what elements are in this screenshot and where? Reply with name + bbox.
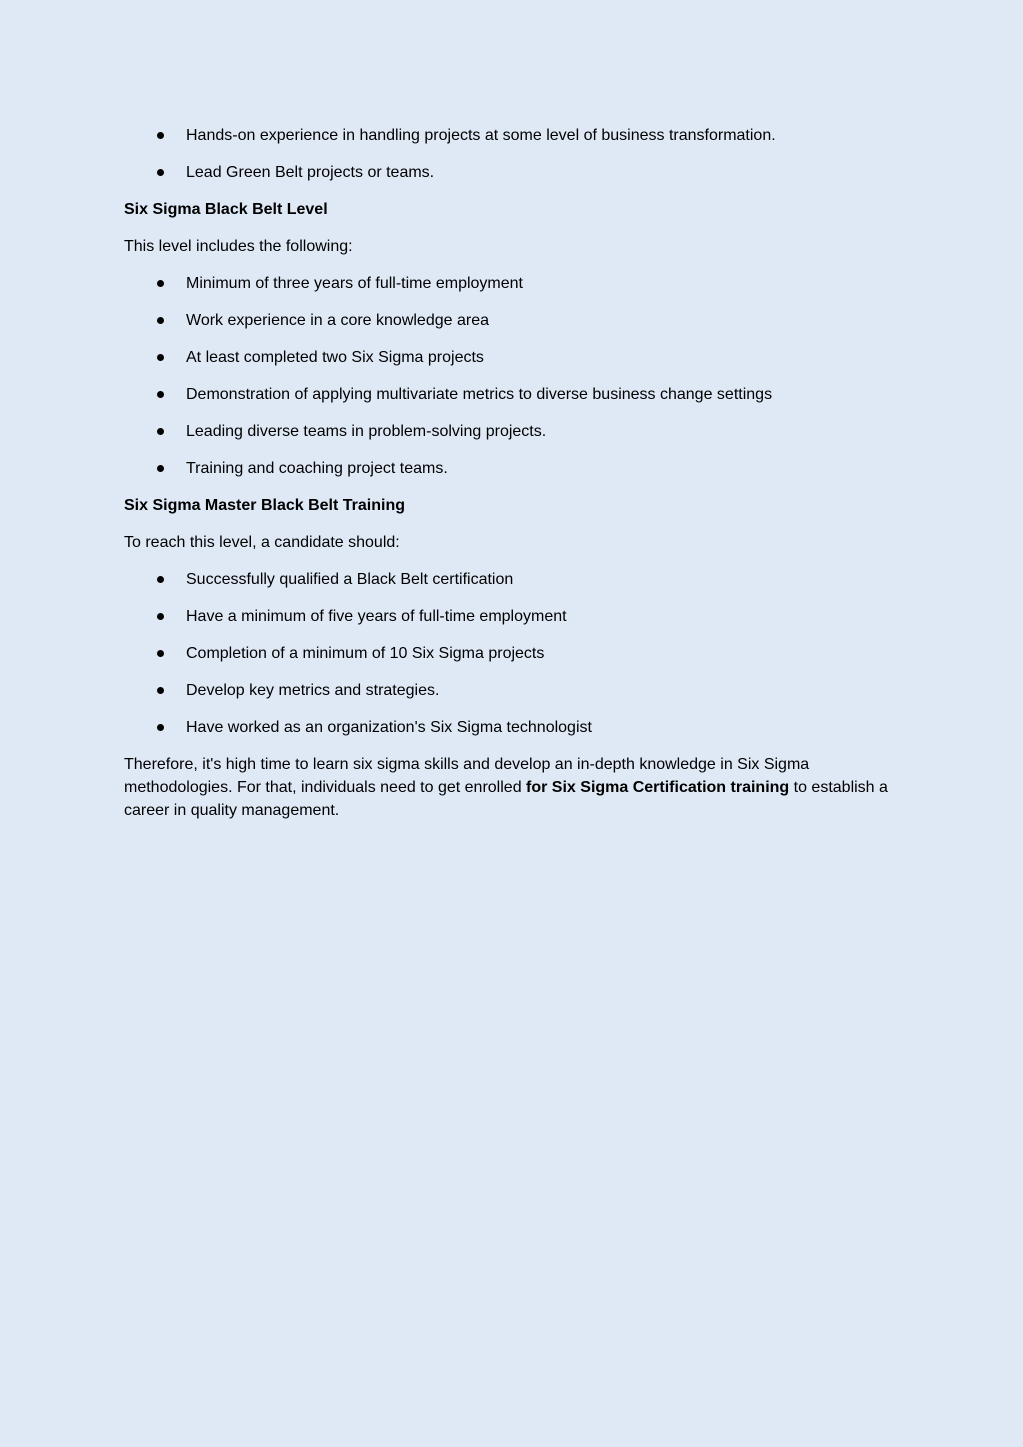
bullet-icon — [157, 650, 164, 657]
list-item-text: Develop key metrics and strategies. — [186, 682, 440, 699]
bullet-icon — [157, 354, 164, 361]
list-item — [124, 383, 903, 406]
list-item — [124, 679, 903, 702]
closing-paragraph — [124, 753, 903, 822]
list-item — [124, 161, 903, 184]
list-item-text: Hands-on experience in handling projects at some level of business transformation. — [186, 127, 776, 144]
list-item — [124, 272, 903, 295]
list-item-text: Completion of a minimum of 10 Six Sigma projects — [186, 645, 545, 662]
bullet-icon — [157, 169, 164, 176]
list-item — [124, 642, 903, 665]
bullet-icon — [157, 465, 164, 472]
list-item-text: Successfully qualified a Black Belt certification — [186, 571, 514, 588]
list-item — [124, 124, 903, 147]
black-belt-heading: Six Sigma Black Belt Level — [124, 201, 328, 218]
closing-text-start: Therefore, it's high time to learn six sigma skills and develop an in-depth knowledge in Six Sigma methodologies. For that, individuals need to get enrolled — [124, 756, 810, 796]
master-black-belt-lead: To reach this level, a candidate should: — [124, 534, 400, 551]
closing-text-bold: for Six Sigma Certification training — [526, 779, 790, 796]
bullet-icon — [157, 317, 164, 324]
list-item-text: Training and coaching project teams. — [186, 460, 448, 477]
master-black-belt-heading: Six Sigma Master Black Belt Training — [124, 497, 405, 514]
list-item-text: Have a minimum of five years of full-time employment — [186, 608, 567, 625]
bullet-icon — [157, 613, 164, 620]
black-belt-lead: This level includes the following: — [124, 238, 353, 255]
list-item — [124, 309, 903, 332]
bullet-icon — [157, 132, 164, 139]
list-item — [124, 346, 903, 369]
list-item — [124, 420, 903, 443]
intro-bullet-list — [124, 124, 903, 184]
list-item-text: Have worked as an organization's Six Sigma technologist — [186, 719, 592, 736]
list-item — [124, 457, 903, 480]
list-item — [124, 716, 903, 739]
bullet-icon — [157, 280, 164, 287]
list-item-text: Work experience in a core knowledge area — [186, 312, 489, 329]
list-item-text: Leading diverse teams in problem-solving projects. — [186, 423, 547, 440]
list-item-text: Demonstration of applying multivariate metrics to diverse business change settings — [186, 386, 773, 403]
bullet-icon — [157, 428, 164, 435]
list-item-text: At least completed two Six Sigma projects — [186, 349, 484, 366]
list-item — [124, 605, 903, 628]
black-belt-list — [124, 272, 903, 480]
bullet-icon — [157, 724, 164, 731]
list-item — [124, 568, 903, 591]
bullet-icon — [157, 687, 164, 694]
list-item-text: Minimum of three years of full-time employment — [186, 275, 523, 292]
closing-text-end: to establish a career in quality management. — [124, 779, 888, 819]
list-item-text: Lead Green Belt projects or teams. — [186, 164, 435, 181]
bullet-icon — [157, 576, 164, 583]
master-black-belt-list — [124, 568, 903, 739]
bullet-icon — [157, 391, 164, 398]
